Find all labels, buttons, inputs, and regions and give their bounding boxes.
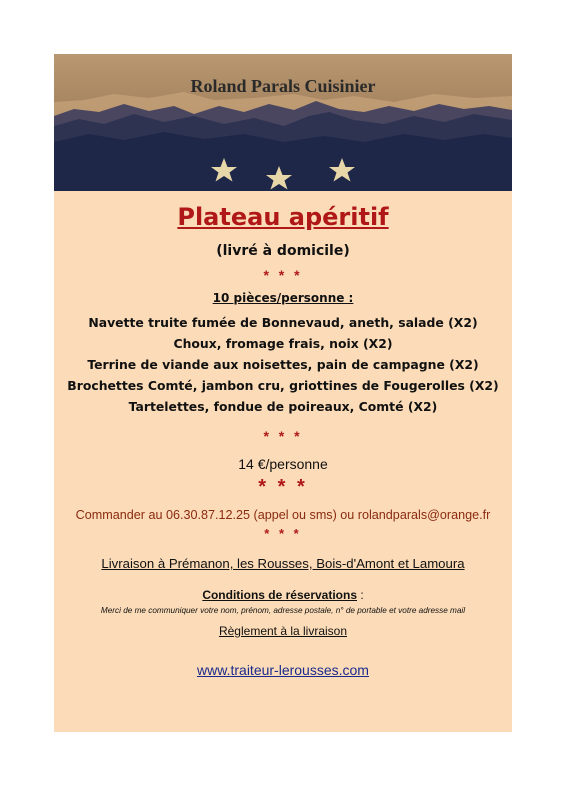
mountain-landscape-image: [54, 54, 512, 191]
menu-item: Terrine de viande aux noisettes, pain de campagne (X2): [87, 357, 479, 372]
separator-stars: * * *: [264, 526, 302, 541]
conditions-heading: [54, 587, 512, 603]
menu-items-list: [54, 312, 512, 417]
menu-sheet: [54, 54, 512, 732]
payment-terms: Règlement à la livraison: [218, 624, 348, 638]
delivery-area: Livraison à Prémanon, les Rousses, Bois-d'Amont et Lamoura: [101, 556, 465, 571]
conditions-heading-label: Conditions de réservations: [202, 588, 358, 602]
website-link[interactable]: www.traiteur-lerousses.com: [197, 662, 369, 678]
separator-stars: * * *: [258, 476, 308, 498]
menu-item: Tartelettes, fondue de poireaux, Comté (X2): [128, 399, 438, 414]
page-title: Plateau apéritif: [177, 203, 389, 231]
header-banner: [54, 54, 512, 191]
pieces-per-person: 10 pièces/personne :: [212, 291, 354, 305]
menu-item: Brochettes Comté, jambon cru, griottines de Fougerolles (X2): [67, 378, 499, 393]
conditions-note: Merci de me communiquer votre nom, prénom, adresse postale, n° de portable et votre adresse mail: [100, 606, 466, 615]
delivery-subtitle: (livré à domicile): [216, 243, 350, 259]
order-contact: Commander au 06.30.87.12.25 (appel ou sms) ou rolandparals@orange.fr: [75, 508, 491, 522]
separator-stars: * * *: [263, 428, 303, 444]
menu-item: Navette truite fumée de Bonnevaud, aneth, salade (X2): [88, 315, 478, 330]
separator-stars: * * *: [263, 267, 303, 283]
menu-content: [54, 200, 512, 679]
menu-item: Choux, fromage frais, noix (X2): [173, 336, 393, 351]
price: 14 €/personne: [238, 456, 328, 472]
conditions-heading-colon: :: [357, 588, 364, 602]
brand-name: Roland Parals Cuisinier: [190, 76, 376, 96]
